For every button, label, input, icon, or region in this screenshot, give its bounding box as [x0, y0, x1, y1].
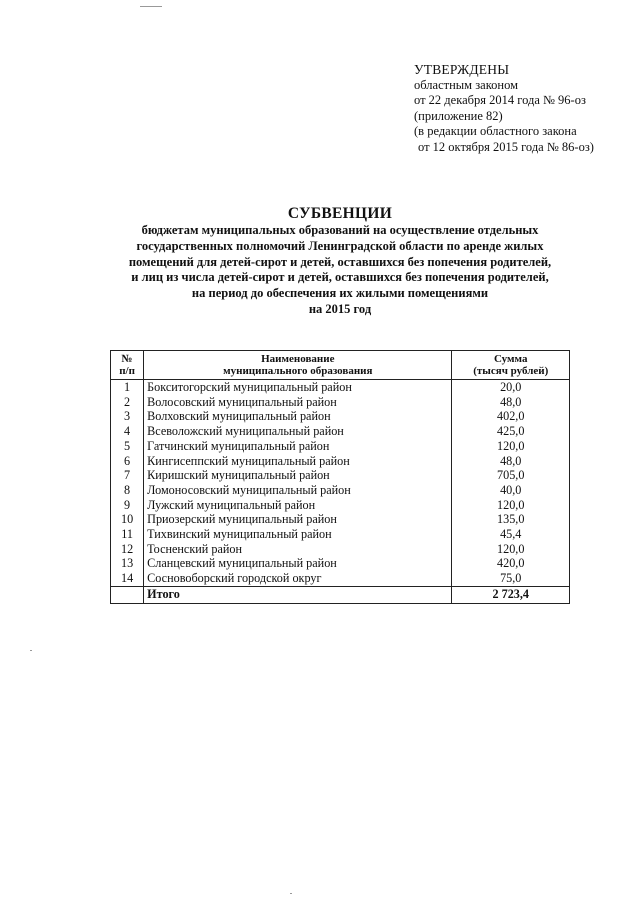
header-sum-line: (тысяч рублей): [473, 365, 549, 377]
table-row: [111, 395, 570, 410]
header-sum-line: Сумма: [494, 352, 528, 365]
table-row: [111, 483, 570, 498]
row-sum: 705,0: [452, 468, 570, 483]
row-sum: 120,0: [452, 439, 570, 454]
table-row: [111, 409, 570, 424]
row-sum: 420,0: [452, 556, 570, 571]
row-num: 1: [111, 380, 144, 395]
row-name: Бокситогорский муниципальный район: [144, 380, 452, 395]
row-num: 2: [111, 395, 144, 410]
table-row: [111, 556, 570, 571]
title-main: СУБВЕНЦИИ: [287, 205, 393, 222]
row-num: 11: [111, 527, 144, 542]
header-num-line: п/п: [119, 365, 135, 377]
title-line: государственных полномочий Ленинградской области по аренде жилых: [136, 238, 544, 253]
subsidies-table: [110, 350, 570, 604]
row-sum: 402,0: [452, 409, 570, 424]
title-line: на период до обеспечения их жилыми помещениями: [191, 286, 489, 301]
total-row: [111, 586, 570, 603]
approval-line: от 22 декабря 2014 года № 96-оз: [414, 93, 586, 107]
table-header-row: [111, 351, 570, 380]
row-name: Тихвинский муниципальный район: [144, 527, 452, 542]
row-name: Гатчинский муниципальный район: [144, 439, 452, 454]
row-sum: 20,0: [452, 380, 570, 395]
row-num: 14: [111, 571, 144, 586]
table-row: [111, 380, 570, 395]
header-sum: [452, 351, 570, 380]
approval-line: (приложение 82): [414, 108, 503, 123]
row-num: 4: [111, 424, 144, 439]
table-row: [111, 498, 570, 513]
table-row: [111, 454, 570, 469]
approval-block: [414, 62, 594, 155]
row-num: 8: [111, 483, 144, 498]
row-num: 3: [111, 409, 144, 424]
row-sum: 120,0: [452, 498, 570, 513]
row-name: Лужский муниципальный район: [144, 498, 452, 513]
header-name-line: муниципального образования: [223, 365, 373, 377]
row-sum: 48,0: [452, 395, 570, 410]
approval-line: от 12 октября 2015 года № 86-оз): [418, 139, 594, 154]
approval-line: (в редакции областного закона: [414, 124, 577, 138]
row-sum: 120,0: [452, 542, 570, 557]
table-row: [111, 512, 570, 527]
table-row: [111, 468, 570, 483]
row-name: Кингисеппский муниципальный район: [144, 454, 452, 469]
header-num: [111, 351, 144, 380]
title-line: бюджетам муниципальных образований на осуществление отдельных: [141, 223, 539, 237]
row-name: Приозерский муниципальный район: [144, 512, 452, 527]
header-name-line: Наименование: [261, 352, 335, 365]
row-sum: 425,0: [452, 424, 570, 439]
row-num: 9: [111, 498, 144, 513]
row-name: Киришский муниципальный район: [144, 468, 452, 483]
table-row: [111, 542, 570, 557]
row-name: Всеволожский муниципальный район: [144, 424, 452, 439]
row-num: 6: [111, 454, 144, 469]
row-num: 10: [111, 512, 144, 527]
row-sum: 48,0: [452, 454, 570, 469]
row-sum: 135,0: [452, 512, 570, 527]
row-name: Сланцевский муниципальный район: [144, 556, 452, 571]
title-line: на 2015 год: [308, 301, 372, 316]
table-row: [111, 571, 570, 586]
scan-artifact-dot: [30, 650, 32, 651]
total-num-cell: [111, 586, 144, 603]
title-line: помещений для детей-сирот и детей, оставшихся без попечения родителей,: [128, 254, 552, 269]
row-name: Тосненский район: [144, 542, 452, 557]
header-name: [144, 351, 452, 380]
row-name: Волосовский муниципальный район: [144, 395, 452, 410]
total-sum: 2 723,4: [452, 586, 570, 603]
table-row: [111, 424, 570, 439]
header-num-line: №: [121, 352, 133, 365]
row-num: 12: [111, 542, 144, 557]
total-label: Итого: [144, 586, 452, 603]
title-line: и лиц из числа детей-сирот и детей, оставшихся без попечения родителей,: [131, 270, 549, 285]
table-row: [111, 439, 570, 454]
scan-artifact-line: [140, 6, 162, 7]
row-name: Сосновоборский городской округ: [144, 571, 452, 586]
row-num: 13: [111, 556, 144, 571]
table-row: [111, 527, 570, 542]
approval-heading: УТВЕРЖДЕНЫ: [414, 62, 510, 77]
scan-artifact-dot: [290, 893, 292, 894]
approval-line: областным законом: [414, 77, 519, 92]
document-title: [60, 204, 620, 318]
row-name: Волховский муниципальный район: [144, 409, 452, 424]
row-sum: 40,0: [452, 483, 570, 498]
row-num: 7: [111, 468, 144, 483]
row-sum: 45,4: [452, 527, 570, 542]
row-name: Ломоносовский муниципальный район: [144, 483, 452, 498]
row-num: 5: [111, 439, 144, 454]
row-sum: 75,0: [452, 571, 570, 586]
